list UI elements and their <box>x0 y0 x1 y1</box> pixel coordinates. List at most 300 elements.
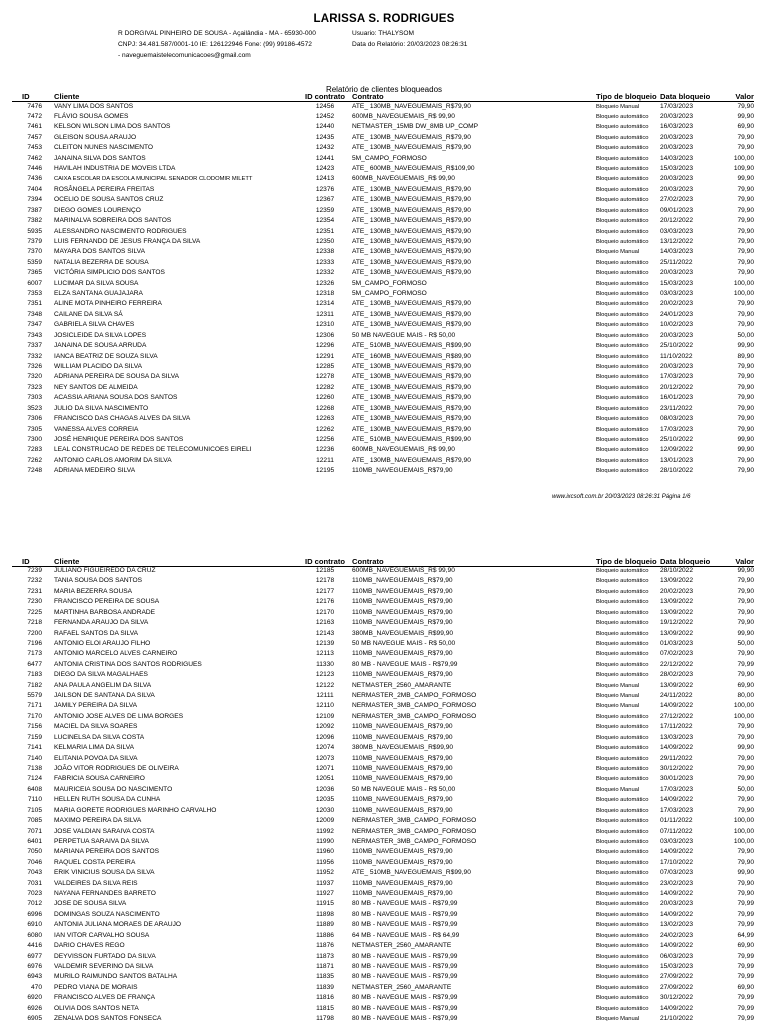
cell-contrato: 50 MB NAVEGUE MAIS - R$ 50,00 <box>352 785 456 793</box>
cell-id-contrato: 12122 <box>315 681 335 689</box>
cell-contrato: 110MB_NAVEGUEMAIS_R$79,90 <box>352 723 453 731</box>
table-row <box>0 597 768 607</box>
cell-id-contrato: 12314 <box>315 300 335 308</box>
cell-contrato: 80 MB - NAVEGUE MAIS - R$79,99 <box>352 660 458 668</box>
cell-contrato: ATE_ 130MB_NAVEGUEMAIS_R$79,90 <box>352 373 471 381</box>
cell-tipo-bloqueio: Bloqueio automático <box>596 270 649 277</box>
cell-cliente: FABRICIA SOUSA CARNEIRO <box>54 775 145 783</box>
cell-contrato: ATE_ 160MB_NAVEGUEMAIS_R$89,90 <box>352 352 471 360</box>
cell-data-bloqueio: 13/09/2022 <box>660 577 694 585</box>
cell-valor: 79,90 <box>737 102 754 110</box>
table-row <box>0 425 768 435</box>
table-row <box>0 754 768 764</box>
table-row <box>0 435 768 445</box>
cell-data-bloqueio: 30/12/2022 <box>660 764 694 772</box>
cell-id-contrato: 11816 <box>316 994 334 1002</box>
cell-tipo-bloqueio: Bloqueio automático <box>596 713 649 720</box>
cell-contrato: ATE_ 130MB_NAVEGUEMAIS_R$79,90 <box>352 300 471 308</box>
cell-contrato: 110MB_NAVEGUEMAIS_R$79,90 <box>352 806 453 814</box>
cell-id: 4416 <box>27 942 42 950</box>
cell-tipo-bloqueio: Bloqueio automático <box>596 405 649 412</box>
cell-contrato: NETMASTER_2560_AMARANTE <box>352 681 452 689</box>
cell-id: 7476 <box>27 102 42 110</box>
table-row <box>0 952 768 962</box>
cell-contrato: 110MB_NAVEGUEMAIS_R$79,90 <box>352 796 453 804</box>
cell-cliente: OLIVIA DOS SANTOS NETA <box>54 1004 139 1012</box>
table-row <box>0 331 768 341</box>
cell-valor: 79,90 <box>737 373 754 381</box>
table-row <box>0 608 768 618</box>
cell-id-contrato: 12110 <box>316 702 334 710</box>
cell-valor: 79,90 <box>737 858 754 866</box>
cell-data-bloqueio: 01/11/2022 <box>660 817 693 825</box>
cell-id-contrato: 12367 <box>315 196 335 204</box>
table-header <box>0 92 768 102</box>
cell-id: 7031 <box>27 879 42 887</box>
cell-cliente: JAILSON DE SANTANA DA SILVA <box>54 692 155 700</box>
cell-id: 7110 <box>27 796 42 804</box>
cell-contrato: 80 MB - NAVEGUE MAIS - R$79,99 <box>352 910 458 918</box>
cell-data-bloqueio: 14/09/2022 <box>660 890 694 898</box>
col-id-contrato: ID contrato <box>304 92 346 101</box>
cell-contrato: 110MB_NAVEGUEMAIS_R$79,90 <box>352 764 453 772</box>
cell-valor: 100,00 <box>733 290 754 298</box>
cell-cliente: FLÁVIO SOUSA GOMES <box>54 112 129 120</box>
cell-id-contrato: 12073 <box>315 754 335 762</box>
cell-cliente: ADRIANA PEREIRA DE SOUSA DA SILVA <box>54 373 180 381</box>
cell-contrato: 110MB_NAVEGUEMAIS_R$79,90 <box>352 733 453 741</box>
cell-contrato: 50 MB NAVEGUE MAIS - R$ 50,00 <box>352 639 456 647</box>
cell-cliente: MARIANA PEREIRA DOS SANTOS <box>54 848 160 856</box>
cell-id-contrato: 12268 <box>315 404 335 412</box>
cell-data-bloqueio: 20/03/2023 <box>660 175 694 183</box>
cell-cliente: MURILO RAIMUNDO SANTOS BATALHA <box>54 973 178 981</box>
table-row <box>0 164 768 174</box>
cell-cliente: MACIEL DA SILVA SOARES <box>54 723 138 731</box>
table-row <box>0 764 768 774</box>
cell-id-contrato: 12260 <box>315 394 335 402</box>
cell-id: 7461 <box>27 123 42 131</box>
cell-valor: 50,00 <box>737 639 754 647</box>
cell-id-contrato: 12096 <box>315 733 335 741</box>
cell-contrato: ATE_ 130MB_NAVEGUEMAIS_R$79,90 <box>352 310 471 318</box>
cell-cliente: ANTONIO MARCELO ALVES CARNEIRO <box>54 650 178 658</box>
table-row <box>0 681 768 691</box>
cell-id: 3523 <box>27 404 42 412</box>
cell-id: 7171 <box>27 702 42 710</box>
table-row <box>0 910 768 920</box>
cell-data-bloqueio: 29/11/2022 <box>660 754 693 762</box>
cell-data-bloqueio: 20/03/2023 <box>660 900 694 908</box>
cell-cliente: VALDEMIR SEVERINO DA SILVA <box>54 962 154 970</box>
cell-id-contrato: 11873 <box>316 952 334 960</box>
cell-cliente: MAYARA DOS SANTOS SILVA <box>54 248 145 256</box>
cell-valor: 79,90 <box>737 394 754 402</box>
cell-cliente: LUCINELSA DA SILVA COSTA <box>54 733 145 741</box>
table-row <box>0 576 768 586</box>
cell-data-bloqueio: 03/03/2023 <box>660 290 694 298</box>
cell-id-contrato: 12256 <box>315 435 335 443</box>
cell-contrato: 110MB_NAVEGUEMAIS_R$79,90 <box>352 671 453 679</box>
cell-id: 7337 <box>27 342 42 350</box>
cell-data-bloqueio: 23/02/2023 <box>660 879 694 887</box>
col-tipo-bloqueio: Tipo de bloqueio <box>596 557 657 566</box>
cell-valor: 64,99 <box>737 931 754 939</box>
cell-data-bloqueio: 14/09/2022 <box>660 702 694 710</box>
cell-tipo-bloqueio: Bloqueio automático <box>596 870 649 877</box>
cell-valor: 79,90 <box>737 764 754 772</box>
cell-valor: 100,00 <box>733 154 754 162</box>
report-date: Data do Relatório: 20/03/2023 08:26:31 <box>352 41 468 48</box>
cell-id: 7183 <box>27 671 42 679</box>
cell-tipo-bloqueio: Bloqueio automático <box>596 797 649 804</box>
cell-valor: 79,99 <box>737 921 754 929</box>
cell-id-contrato: 11952 <box>316 869 334 877</box>
cell-cliente: ELITANIA POVOA DA SILVA <box>54 754 138 762</box>
cell-id-contrato: 12113 <box>316 650 334 658</box>
cell-data-bloqueio: 14/03/2023 <box>660 248 694 256</box>
cell-id: 7370 <box>27 248 42 256</box>
cell-valor: 79,90 <box>737 310 754 318</box>
cell-data-bloqueio: 01/03/2023 <box>660 639 694 647</box>
cell-data-bloqueio: 25/10/2022 <box>660 435 694 443</box>
cell-id-contrato: 11990 <box>316 837 334 845</box>
cell-contrato: 110MB_NAVEGUEMAIS_R$79,90 <box>352 775 453 783</box>
cell-cliente: CAILANE DA SILVA SÁ <box>54 310 123 318</box>
cell-cliente: ANTONIA CRISTINA DOS SANTOS RODRIGUES <box>54 660 202 668</box>
cell-tipo-bloqueio: Bloqueio automático <box>596 395 649 402</box>
cell-valor: 79,90 <box>737 415 754 423</box>
cell-id: 7196 <box>27 639 42 647</box>
cell-valor: 79,90 <box>737 227 754 235</box>
cell-id-contrato: 12263 <box>315 415 335 423</box>
cell-data-bloqueio: 21/10/2022 <box>660 1015 694 1023</box>
cell-id-contrato: 12423 <box>315 165 335 173</box>
cell-valor: 69,90 <box>737 983 754 991</box>
cell-valor: 100,00 <box>733 837 754 845</box>
cell-valor: 79,90 <box>737 806 754 814</box>
cell-cliente: LUCIMAR DA SILVA SOUSA <box>54 279 139 287</box>
table-row <box>0 289 768 299</box>
cell-contrato: ATE_ 130MB_NAVEGUEMAIS_R$79,90 <box>352 456 471 464</box>
cell-cliente: FERNANDA ARAUJO DA SILVA <box>54 619 149 627</box>
cell-id-contrato: 12354 <box>315 217 335 225</box>
cell-id: 7404 <box>27 185 42 193</box>
cell-cliente: ROSÂNGELA PEREIRA FREITAS <box>54 185 155 193</box>
cell-cliente: MAXIMO PEREIRA DA SILVA <box>54 817 142 825</box>
table-row <box>0 858 768 868</box>
cell-valor: 79,99 <box>737 973 754 981</box>
cell-id: 6401 <box>27 837 42 845</box>
cell-valor: 79,90 <box>737 587 754 595</box>
cell-cliente: ANTONIO JOSE ALVES DE LIMA BORGES <box>54 712 184 720</box>
cell-data-bloqueio: 24/02/2023 <box>660 931 694 939</box>
table-row <box>0 341 768 351</box>
table-row <box>0 237 768 247</box>
cell-cliente: OCELIO DE SOUSA SANTOS CRUZ <box>54 196 164 204</box>
cell-tipo-bloqueio: Bloqueio automático <box>596 259 649 266</box>
cell-cliente: JAMILY PEREIRA DA SILVA <box>54 702 138 710</box>
cell-data-bloqueio: 30/01/2023 <box>660 775 694 783</box>
cell-cliente: ELZA SANTANA GUAJAJARA <box>54 290 143 298</box>
cell-data-bloqueio: 13/09/2022 <box>660 681 694 689</box>
cell-tipo-bloqueio: Bloqueio automático <box>596 818 649 825</box>
cell-cliente: ANA PAULA ANGELIM DA SILVA <box>54 681 152 689</box>
cell-id: 6910 <box>27 921 42 929</box>
col-valor: Valor <box>735 557 754 566</box>
cell-data-bloqueio: 07/02/2023 <box>660 650 694 658</box>
cell-tipo-bloqueio: Bloqueio automático <box>596 661 649 668</box>
cell-tipo-bloqueio: Bloqueio automático <box>596 724 649 731</box>
cell-id: 7262 <box>27 456 42 464</box>
cell-cliente: LUIS FERNANDO DE JESUS FRANÇA DA SILVA <box>54 237 201 245</box>
cell-valor: 99,90 <box>737 869 754 877</box>
cell-valor: 79,90 <box>737 321 754 329</box>
cell-cliente: MARIA BEZERRA SOUSA <box>54 587 133 595</box>
cell-id: 6477 <box>27 660 42 668</box>
report-title: Relatório de clientes bloqueados <box>325 85 443 94</box>
cell-valor: 79,99 <box>737 900 754 908</box>
cell-data-bloqueio: 11/10/2022 <box>660 352 693 360</box>
cell-valor: 99,90 <box>737 744 754 752</box>
cell-valor: 99,90 <box>737 567 754 574</box>
cell-contrato: 80 MB - NAVEGUE MAIS - R$79,99 <box>352 973 458 981</box>
cell-data-bloqueio: 16/01/2023 <box>660 394 694 402</box>
col-id: ID <box>22 557 30 566</box>
cell-contrato: ATE_ 510MB_NAVEGUEMAIS_R$99,90 <box>352 869 471 877</box>
cell-data-bloqueio: 17/11/2022 <box>660 723 693 731</box>
cell-tipo-bloqueio: Bloqueio automático <box>596 166 649 173</box>
table-row <box>0 404 768 414</box>
cell-cliente: ANTONIO CARLOS AMORIM DA SILVA <box>54 456 172 464</box>
cell-data-bloqueio: 13/03/2023 <box>660 733 694 741</box>
cell-id-contrato: 12236 <box>315 446 335 454</box>
cell-cliente: RAQUEL COSTA PEREIRA <box>54 858 136 866</box>
cell-id: 7140 <box>27 754 42 762</box>
cell-contrato: NERMASTER_2MB_CAMPO_FORMOSO <box>352 692 477 700</box>
table-row <box>0 920 768 930</box>
cell-tipo-bloqueio: Bloqueio automático <box>596 807 649 814</box>
cell-id: 7124 <box>27 775 42 783</box>
cell-tipo-bloqueio: Bloqueio automático <box>596 322 649 329</box>
cell-tipo-bloqueio: Bloqueio automático <box>596 630 649 637</box>
cell-valor: 69,90 <box>737 681 754 689</box>
table-row <box>0 279 768 289</box>
cell-cliente: WILLIAM PLACIDO DA SILVA <box>54 363 143 370</box>
cell-cliente: ACASSIA ARIANA SOUSA DOS SANTOS <box>54 394 178 402</box>
table-row <box>0 310 768 320</box>
cell-data-bloqueio: 13/09/2022 <box>660 608 694 616</box>
cell-cliente: NATALIA BEZERRA DE SOUSA <box>54 258 149 266</box>
cell-id-contrato: 12326 <box>315 279 335 287</box>
cell-cliente: JULIO DA SILVA NASCIMENTO <box>54 404 149 412</box>
table-row <box>0 445 768 455</box>
cell-id-contrato: 12435 <box>315 133 335 141</box>
cell-id-contrato: 12035 <box>315 796 335 804</box>
cell-id: 7046 <box>27 858 42 866</box>
cell-valor: 79,90 <box>737 796 754 804</box>
cell-contrato: NERMASTER_3MB_CAMPO_FORMOSO <box>352 837 477 845</box>
cell-cliente: GABRIELA SILVA CHAVES <box>54 321 135 329</box>
cell-data-bloqueio: 12/09/2022 <box>660 446 694 454</box>
cell-id: 7348 <box>27 310 42 318</box>
cell-id-contrato: 11839 <box>316 983 334 991</box>
cell-data-bloqueio: 20/03/2023 <box>660 269 694 277</box>
table-row <box>0 133 768 143</box>
cell-contrato: 5M_CAMPO_FORMOSO <box>352 290 427 298</box>
cell-tipo-bloqueio: Bloqueio automático <box>596 755 649 762</box>
cell-contrato: 110MB_NAVEGUEMAIS_R$79,90 <box>352 598 453 606</box>
table-row <box>0 816 768 826</box>
cell-valor: 79,90 <box>737 775 754 783</box>
cell-cliente: DIEGO DA SILVA MAGALHAES <box>54 671 148 679</box>
report-user: Usuario: THALYSOM <box>352 30 415 37</box>
cell-id-contrato: 12338 <box>315 248 335 256</box>
cell-contrato: 110MB_NAVEGUEMAIS_R$79,90 <box>352 577 453 585</box>
table-row <box>0 362 768 372</box>
cell-valor: 99,90 <box>737 446 754 454</box>
cell-valor: 100,00 <box>733 827 754 835</box>
cell-id: 7012 <box>27 900 42 908</box>
cell-valor: 79,90 <box>737 237 754 245</box>
cell-data-bloqueio: 10/02/2023 <box>660 321 694 329</box>
cell-id: 7320 <box>27 373 42 381</box>
cell-contrato: 110MB_NAVEGUEMAIS_R$79,90 <box>352 619 453 627</box>
cell-cliente: ANTONIA JULIANA MORAES DE ARAUJO <box>54 921 182 929</box>
cell-data-bloqueio: 20/03/2023 <box>660 144 694 152</box>
cell-id-contrato: 12177 <box>315 587 335 595</box>
cell-id-contrato: 12332 <box>315 269 335 277</box>
col-data-bloqueio: Data bloqueio <box>660 92 711 101</box>
cell-id-contrato: 12441 <box>315 154 335 162</box>
cell-contrato: 110MB_NAVEGUEMAIS_R$79,90 <box>352 650 453 658</box>
company-address: R DORGIVAL PINHEIRO DE SOUSA - Açailândia - MA - 65930-000 <box>118 30 316 37</box>
table-row <box>0 143 768 153</box>
cell-tipo-bloqueio: Bloqueio automático <box>596 155 649 162</box>
cell-valor: 79,90 <box>737 363 754 370</box>
cell-contrato: NERMASTER_3MB_CAMPO_FORMOSO <box>352 827 477 835</box>
cell-data-bloqueio: 22/12/2022 <box>660 660 694 668</box>
cell-data-bloqueio: 17/03/2023 <box>660 102 694 110</box>
table-row <box>0 174 768 184</box>
cell-data-bloqueio: 13/09/2022 <box>660 629 694 637</box>
cell-contrato: 80 MB - NAVEGUE MAIS - R$79,99 <box>352 921 458 929</box>
cell-id-contrato: 12178 <box>315 577 335 585</box>
cell-cliente: VANY LIMA DOS SANTOS <box>54 102 134 110</box>
cell-cliente: MAURICEIA SOUSA DO NASCIMENTO <box>54 785 173 793</box>
cell-data-bloqueio: 20/02/2023 <box>660 587 694 595</box>
cell-id-contrato: 12350 <box>315 237 335 245</box>
cell-valor: 79,90 <box>737 848 754 856</box>
cell-valor: 100,00 <box>733 817 754 825</box>
cell-contrato: NERMASTER_3MB_CAMPO_FORMOSO <box>352 712 477 720</box>
cell-tipo-bloqueio: Bloqueio automático <box>596 880 649 887</box>
col-id-contrato: ID contrato <box>304 557 346 566</box>
cell-id-contrato: 12176 <box>315 598 335 606</box>
cell-contrato: ATE_ 130MB_NAVEGUEMAIS_R$79,90 <box>352 206 471 214</box>
cell-contrato: ATE_ 130MB_NAVEGUEMAIS_R$79,90 <box>352 102 471 110</box>
cell-cliente: PEDRO VIANA DE MORAIS <box>54 983 138 991</box>
cell-id: 7326 <box>27 363 42 370</box>
cell-id-contrato: 11927 <box>316 890 334 898</box>
cell-valor: 79,90 <box>737 248 754 256</box>
cell-data-bloqueio: 27/12/2022 <box>660 712 694 720</box>
cell-id-contrato: 12036 <box>315 785 335 793</box>
cell-cliente: IAN VITOR CARVALHO SOUSA <box>54 931 150 939</box>
cell-id: 7343 <box>27 331 42 339</box>
cell-data-bloqueio: 08/03/2023 <box>660 415 694 423</box>
cell-cliente: MARTINHA BARBOSA ANDRADE <box>54 608 156 616</box>
cell-tipo-bloqueio: Bloqueio automático <box>596 922 649 929</box>
cell-id: 7182 <box>27 681 42 689</box>
table-row <box>0 216 768 226</box>
table-row <box>0 122 768 132</box>
cell-tipo-bloqueio: Bloqueio Manual <box>596 682 640 689</box>
cell-contrato: 50 MB NAVEGUE MAIS - R$ 50,00 <box>352 331 456 339</box>
cell-tipo-bloqueio: Bloqueio automático <box>596 1005 649 1012</box>
cell-id-contrato: 12333 <box>315 258 335 266</box>
cell-tipo-bloqueio: Bloqueio automático <box>596 374 649 381</box>
cell-tipo-bloqueio: Bloqueio automático <box>596 765 649 772</box>
cell-tipo-bloqueio: Bloqueio automático <box>596 651 649 658</box>
cell-tipo-bloqueio: Bloqueio automático <box>596 672 649 679</box>
cell-id-contrato: 12310 <box>315 321 335 329</box>
table-row <box>0 899 768 909</box>
cell-id-contrato: 12030 <box>315 806 335 814</box>
cell-id: 7200 <box>27 629 42 637</box>
cell-valor: 109,90 <box>733 165 754 173</box>
cell-id: 7159 <box>27 733 42 741</box>
cell-cliente: NEY SANTOS DE ALMEIDA <box>54 383 138 391</box>
table-row <box>0 941 768 951</box>
cell-tipo-bloqueio: Bloqueio automático <box>596 974 649 981</box>
cell-contrato: 80 MB - NAVEGUE MAIS - R$79,99 <box>352 900 458 908</box>
cell-id: 7239 <box>27 567 42 574</box>
cell-id: 7332 <box>27 352 42 360</box>
table-row <box>0 670 768 680</box>
cell-tipo-bloqueio: Bloqueio automático <box>596 291 649 298</box>
cell-tipo-bloqueio: Bloqueio automático <box>596 228 649 235</box>
table-row <box>0 206 768 216</box>
cell-cliente: PERPETUA SARAIVA DA SILVA <box>54 837 149 845</box>
cell-id-contrato: 12351 <box>315 227 335 235</box>
cell-id: 7306 <box>27 415 42 423</box>
cell-valor: 79,99 <box>737 660 754 668</box>
cell-id: 7446 <box>27 165 42 173</box>
cell-cliente: IANCA BEATRIZ DE SOUZA SILVA <box>54 352 158 360</box>
table-row <box>0 931 768 941</box>
cell-id-contrato: 11815 <box>316 1004 334 1012</box>
cell-data-bloqueio: 13/01/2023 <box>660 456 694 464</box>
table-row <box>0 712 768 722</box>
cell-contrato: 80 MB - NAVEGUE MAIS - R$79,99 <box>352 962 458 970</box>
cell-data-bloqueio: 28/02/2023 <box>660 671 694 679</box>
table-row <box>0 827 768 837</box>
cell-cliente: DARIO CHAVES REGO <box>54 942 125 950</box>
cell-tipo-bloqueio: Bloqueio automático <box>596 332 649 339</box>
cell-id-contrato: 12432 <box>315 144 335 152</box>
cell-tipo-bloqueio: Bloqueio automático <box>596 620 649 627</box>
cell-tipo-bloqueio: Bloqueio automático <box>596 776 649 783</box>
cell-data-bloqueio: 20/03/2023 <box>660 331 694 339</box>
cell-id: 7365 <box>27 269 42 277</box>
cell-id-contrato: 11960 <box>316 848 334 856</box>
cell-data-bloqueio: 14/03/2023 <box>660 154 694 162</box>
cell-data-bloqueio: 24/11/2022 <box>660 692 693 700</box>
cell-data-bloqueio: 27/09/2022 <box>660 983 694 991</box>
col-contrato: Contrato <box>352 92 384 101</box>
cell-data-bloqueio: 30/12/2022 <box>660 994 694 1002</box>
